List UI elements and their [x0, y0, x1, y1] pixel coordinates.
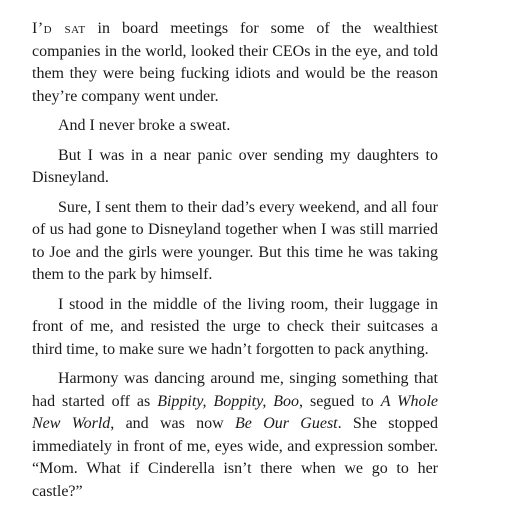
paragraph-1 [32, 18, 438, 108]
paragraph-3: But I was in a near panic over sending my daughters to Disneyland. [32, 146, 438, 186]
paragraph-6-seg-1: Harmony was dancing around me, singing something that had started off as [32, 370, 438, 410]
paragraph-2: And I never broke a sweat. [58, 117, 231, 134]
paragraph-6 [32, 368, 438, 503]
song-title-whole-new-world: A Whole New World [32, 392, 439, 432]
paragraph-5: I stood in the middle of the living room, their luggage in front of me, and resisted the urge to check their suitcases a third time, to make sure we hadn’t forgotten to pack anything. [32, 295, 438, 358]
song-title-be-our-guest: Be Our Guest [235, 415, 338, 432]
paragraph-6-seg-4: . She stopped immediately in front of me, eyes wide, and expression somber. “Mom. What if Cinderella isn’t there when we go to her castle?” [32, 415, 438, 500]
opening-small-caps: I’d sat [32, 20, 86, 37]
paragraph-6-seg-2: , segued to [299, 392, 381, 410]
book-page [32, 18, 438, 510]
paragraph-6-seg-3: , and was now [110, 415, 236, 432]
paragraph-1-text: in board meetings for some of the wealthiest companies in the world, looked their CEOs in the eye, and told them they were being fucking idiots and would be the reason they’re company went under. [32, 20, 438, 105]
song-title-bippity: Bippity, Boppity, Boo [157, 392, 300, 410]
paragraph-4: Sure, I sent them to their dad’s every weekend, and all four of us had gone to Disneyland together when I was still married to Joe and the girls were younger. But this time he was taking them to the park by himself. [32, 198, 438, 283]
